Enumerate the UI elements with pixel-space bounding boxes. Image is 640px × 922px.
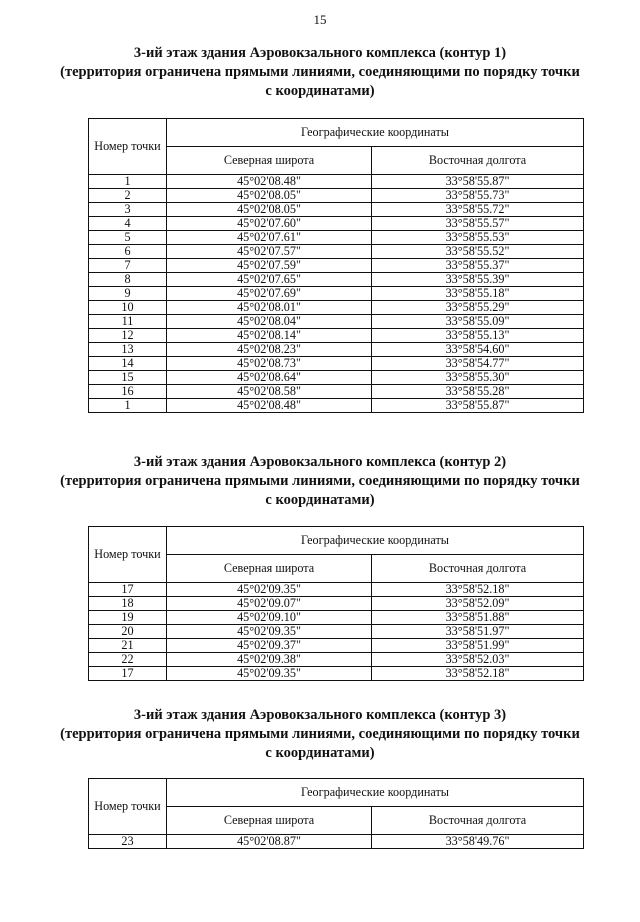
longitude-cell: 33°58'55.72" [372,203,584,217]
longitude-cell: 33°58'55.87" [372,175,584,189]
longitude-cell: 33°58'52.18" [372,583,584,597]
longitude-cell: 33°58'55.39" [372,273,584,287]
point-number-cell: 21 [89,639,167,653]
longitude-cell: 33°58'55.87" [372,399,584,413]
longitude-cell: 33°58'52.09" [372,597,584,611]
longitude-cell: 33°58'55.30" [372,371,584,385]
table-row [89,625,584,639]
point-number-cell: 4 [89,217,167,231]
table-row [89,301,584,315]
point-number-cell: 14 [89,357,167,371]
section-subtitle-line1: (территория ограничена прямыми линиями, соединяющими по порядку точки [60,64,580,80]
table-row [89,329,584,343]
table-row [89,231,584,245]
latitude-cell: 45°02'08.14" [167,329,372,343]
latitude-cell: 45°02'07.69" [167,287,372,301]
table-row [89,245,584,259]
section-subtitle-line2: с координатами) [265,492,375,508]
header-geo-coordinates: Географические координаты [167,119,584,147]
page-number: 15 [313,12,327,27]
longitude-cell: 33°58'55.57" [372,217,584,231]
longitude-cell: 33°58'51.97" [372,625,584,639]
latitude-cell: 45°02'09.35" [167,583,372,597]
header-east-longitude: Восточная долгота [372,807,584,835]
point-number-cell: 13 [89,343,167,357]
longitude-cell: 33°58'54.60" [372,343,584,357]
table-row [89,175,584,189]
latitude-cell: 45°02'09.38" [167,653,372,667]
latitude-cell: 45°02'09.07" [167,597,372,611]
latitude-cell: 45°02'08.73" [167,357,372,371]
table-row [89,385,584,399]
table-row [89,287,584,301]
section-subtitle-line2: с координатами) [265,83,375,99]
table-row [89,583,584,597]
longitude-cell: 33°58'52.03" [372,653,584,667]
point-number-cell: 5 [89,231,167,245]
latitude-cell: 45°02'09.10" [167,611,372,625]
point-number-cell: 17 [89,667,167,681]
header-north-latitude: Северная широта [167,147,372,175]
longitude-cell: 33°58'55.18" [372,287,584,301]
table-row [89,357,584,371]
section-subtitle-line2: с координатами) [265,745,375,761]
header-point-number: Номер точки [89,527,167,583]
point-number-cell: 1 [89,175,167,189]
table-row [89,597,584,611]
coordinates-table-contour-1 [88,118,584,413]
longitude-cell: 33°58'55.37" [372,259,584,273]
point-number-cell: 18 [89,597,167,611]
point-number-cell: 16 [89,385,167,399]
coordinates-table-contour-3 [88,778,584,849]
header-point-number: Номер точки [89,779,167,835]
longitude-cell: 33°58'55.52" [372,245,584,259]
point-number-cell: 12 [89,329,167,343]
header-east-longitude: Восточная долгота [372,555,584,583]
longitude-cell: 33°58'55.09" [372,315,584,329]
latitude-cell: 45°02'07.61" [167,231,372,245]
point-number-cell: 19 [89,611,167,625]
point-number-cell: 15 [89,371,167,385]
latitude-cell: 45°02'07.57" [167,245,372,259]
longitude-cell: 33°58'51.88" [372,611,584,625]
point-number-cell: 20 [89,625,167,639]
header-north-latitude: Северная широта [167,807,372,835]
point-number-cell: 6 [89,245,167,259]
table-row [89,189,584,203]
section-title: 3-ий этаж здания Аэровокзального комплекса (контур 3) [133,707,507,723]
latitude-cell: 45°02'09.35" [167,667,372,681]
point-number-cell: 22 [89,653,167,667]
latitude-cell: 45°02'07.65" [167,273,372,287]
point-number-cell: 1 [89,399,167,413]
section-title: 3-ий этаж здания Аэровокзального комплекса (контур 2) [133,454,507,470]
section-subtitle-line1: (территория ограничена прямыми линиями, соединяющими по порядку точки [60,473,580,489]
latitude-cell: 45°02'08.23" [167,343,372,357]
table-row [89,217,584,231]
longitude-cell: 33°58'55.53" [372,231,584,245]
latitude-cell: 45°02'07.59" [167,259,372,273]
point-number-cell: 9 [89,287,167,301]
latitude-cell: 45°02'08.58" [167,385,372,399]
point-number-cell: 3 [89,203,167,217]
header-geo-coordinates: Географические координаты [167,527,584,555]
longitude-cell: 33°58'55.28" [372,385,584,399]
table-row [89,203,584,217]
coordinates-table-contour-2 [88,526,584,681]
table-row [89,611,584,625]
point-number-cell: 10 [89,301,167,315]
longitude-cell: 33°58'51.99" [372,639,584,653]
section-subtitle-line1: (территория ограничена прямыми линиями, соединяющими по порядку точки [60,726,580,742]
point-number-cell: 2 [89,189,167,203]
table-row [89,273,584,287]
latitude-cell: 45°02'08.05" [167,189,372,203]
longitude-cell: 33°58'55.73" [372,189,584,203]
table-row [89,667,584,681]
latitude-cell: 45°02'08.64" [167,371,372,385]
point-number-cell: 11 [89,315,167,329]
header-geo-coordinates: Географические координаты [167,779,584,807]
point-number-cell: 8 [89,273,167,287]
header-east-longitude: Восточная долгота [372,147,584,175]
longitude-cell: 33°58'52.18" [372,667,584,681]
latitude-cell: 45°02'08.05" [167,203,372,217]
latitude-cell: 45°02'08.01" [167,301,372,315]
point-number-cell: 23 [89,835,167,849]
table-row [89,315,584,329]
latitude-cell: 45°02'08.48" [167,399,372,413]
latitude-cell: 45°02'08.04" [167,315,372,329]
section-contour-2 [0,453,640,510]
point-number-cell: 7 [89,259,167,273]
table-row [89,259,584,273]
table-row [89,399,584,413]
table-row [89,653,584,667]
table-row [89,639,584,653]
table-row [89,343,584,357]
table-row [89,371,584,385]
table-row [89,835,584,849]
section-contour-3 [0,706,640,763]
section-title: 3-ий этаж здания Аэровокзального комплекса (контур 1) [133,45,507,61]
latitude-cell: 45°02'08.48" [167,175,372,189]
section-contour-1 [0,44,640,101]
header-north-latitude: Северная широта [167,555,372,583]
longitude-cell: 33°58'54.77" [372,357,584,371]
latitude-cell: 45°02'07.60" [167,217,372,231]
longitude-cell: 33°58'49.76" [372,835,584,849]
longitude-cell: 33°58'55.29" [372,301,584,315]
latitude-cell: 45°02'08.87" [167,835,372,849]
header-point-number: Номер точки [89,119,167,175]
latitude-cell: 45°02'09.37" [167,639,372,653]
longitude-cell: 33°58'55.13" [372,329,584,343]
latitude-cell: 45°02'09.35" [167,625,372,639]
point-number-cell: 17 [89,583,167,597]
